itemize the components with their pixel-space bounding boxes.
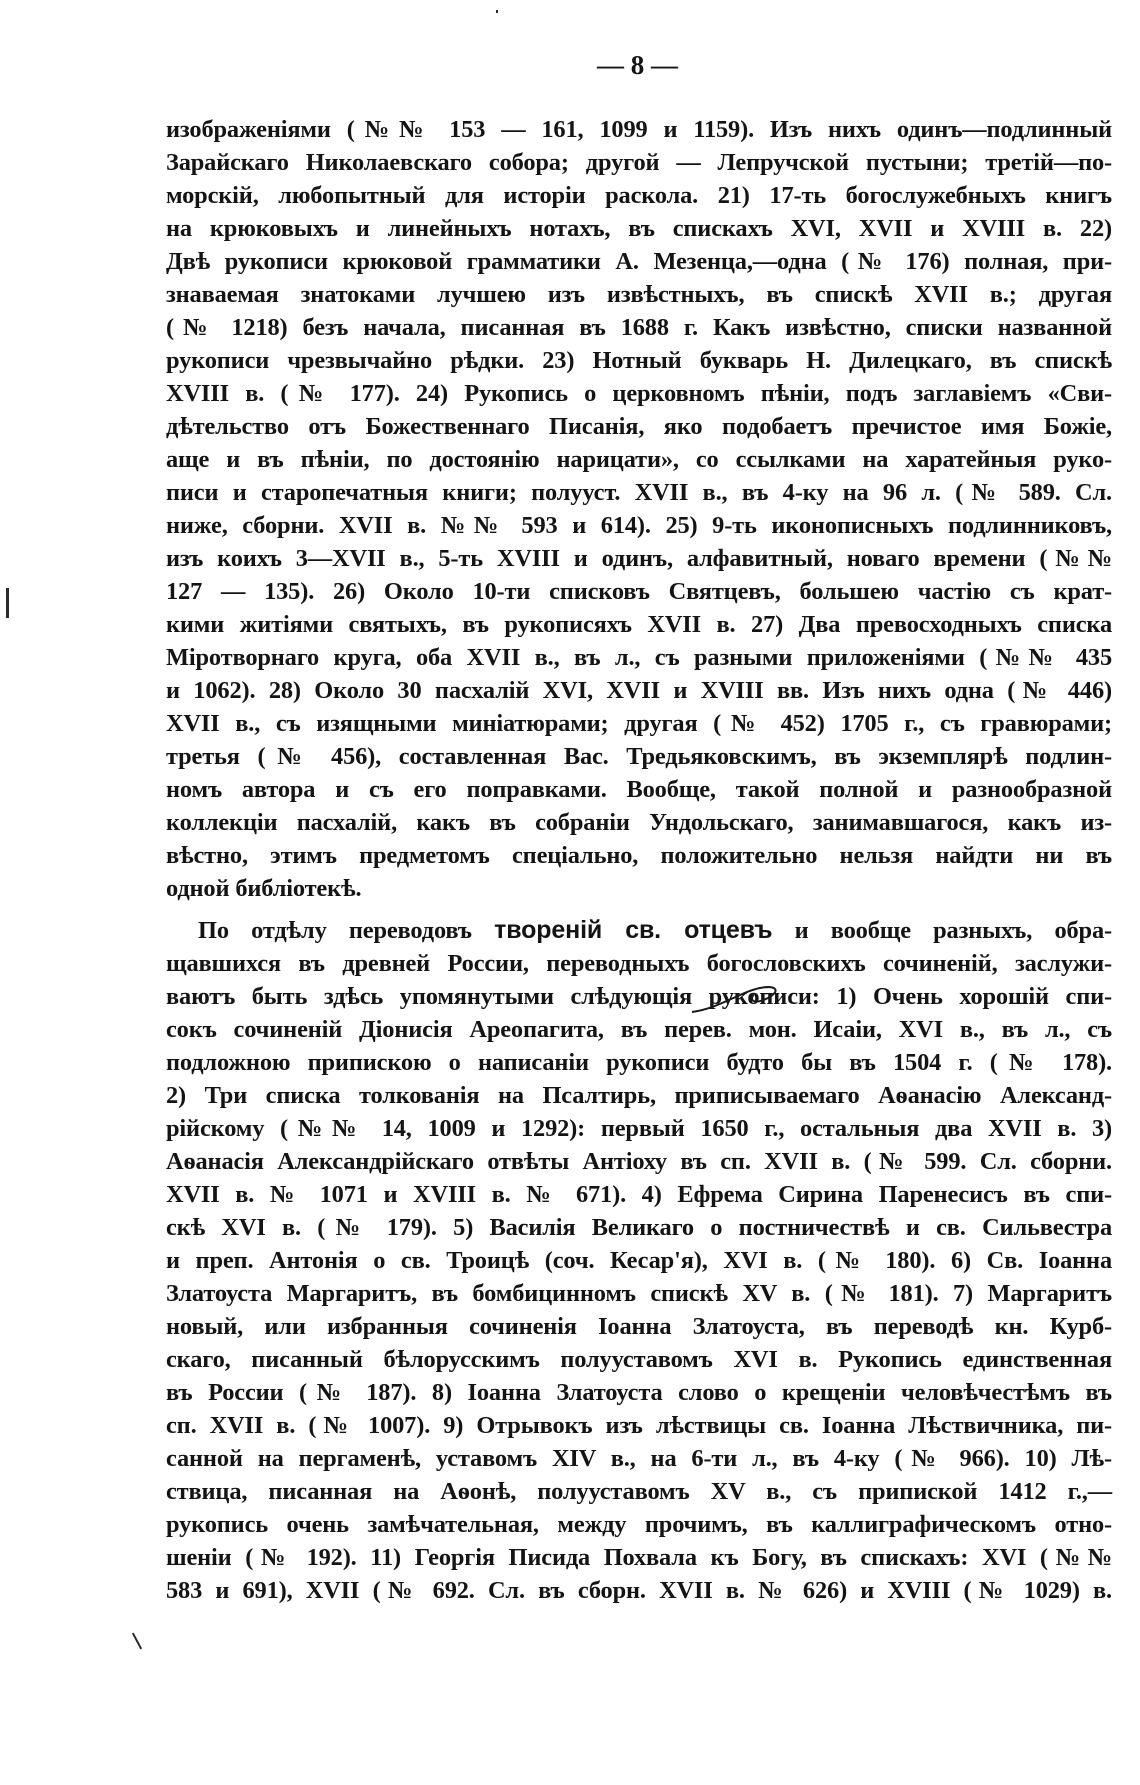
text-line: скаго, писанный бѣлорусскимъ полууставомъ XVI в. Рукопись единственная bbox=[166, 1346, 1112, 1373]
scan-speck bbox=[496, 10, 498, 13]
text-line: изъ коихъ 3—XVII в., 5-ть XVIII и одинъ, алфавитный, новаго времени (№№ bbox=[166, 545, 1112, 572]
text-line: въ России (№ 187). 8) Іоанна Златоуста слово о крещеніи человѣчестѣмъ въ bbox=[166, 1379, 1112, 1406]
text-line: писи и старопечатныя книги; полууст. XVII в., въ 4-ку на 96 л. (№ 589. Сл. bbox=[166, 479, 1112, 506]
line-end: и вообще разныхъ, обра- bbox=[772, 917, 1112, 944]
emphasized-phrase: твореній св. отцевъ bbox=[494, 916, 773, 944]
text-line: морскій, любопытный для исторіи раскола. 21) 17-ть богослужебныхъ книгъ bbox=[166, 182, 1112, 209]
text-line: скѣ XVI в. (№ 179). 5) Василія Великаго о постничествѣ и св. Сильвестра bbox=[166, 1214, 1112, 1241]
text-line: Міротворнаго круга, оба XVII в., въ л., съ разными приложеніями (№№ 435 bbox=[166, 644, 1112, 671]
text-line: третья (№ 456), составленная Вас. Тредьяковскимъ, въ экземплярѣ подлин- bbox=[166, 743, 1112, 770]
text-line: 2) Три списка толкованія на Псалтирь, приписываемаго Аѳанасію Александ- bbox=[166, 1082, 1112, 1109]
paragraph-pasch-collections bbox=[166, 113, 1112, 905]
text-line: дѣтельство отъ Божественнаго Писанія, яко подобаетъ пречистое имя Божіе, bbox=[166, 413, 1112, 440]
text-line: одной библіотекѣ. bbox=[166, 875, 362, 902]
text-line: рійскому (№№ 14, 1009 и 1292): первый 1650 г., остальныя два XVII в. 3) bbox=[166, 1115, 1112, 1142]
text-line: знаваемая знатоками лучшею изъ извѣстныхъ, въ спискѣ XVII в.; другая bbox=[166, 281, 1112, 308]
text-line: вѣстно, этимъ предметомъ спеціально, положительно нельзя найдти ни въ bbox=[166, 842, 1112, 869]
handwritten-pen-stroke bbox=[690, 982, 810, 1016]
text-line: Златоуста Маргаритъ, въ бомбицинномъ спискѣ XV в. (№ 181). 7) Маргаритъ bbox=[166, 1280, 1112, 1307]
text-line: изображеніями (№№ 153 — 161, 1099 и 1159). Изъ нихъ одинъ—подлинный bbox=[166, 116, 1112, 143]
text-line: (№ 1218) безъ начала, писанная въ 1688 г. Какъ извѣстно, списки названной bbox=[166, 314, 1112, 341]
text-line: XVIII в. (№ 177). 24) Рукопись о церковномъ пѣніи, подъ заглавіемъ «Сви- bbox=[166, 380, 1112, 407]
text-line: номъ автора и съ его поправками. Вообще, такой полной и разнообразной bbox=[166, 776, 1112, 803]
paragraph-gap bbox=[166, 905, 1112, 914]
text-line: аще и въ пѣніи, по достоянію нарицати», со ссылками на харатейныя руко- bbox=[166, 446, 1112, 473]
text-line: кими житіями святыхъ, въ рукописяхъ XVII в. 27) Два превосходныхъ списка bbox=[166, 611, 1112, 638]
text-line: коллекціи пасхалій, какъ въ собраніи Ундольскаго, занимавшагося, какъ из- bbox=[166, 809, 1112, 836]
text-line: 127 — 135). 26) Около 10-ти списковъ Святцевъ, большею частію съ крат- bbox=[166, 578, 1112, 605]
text-line: 583 и 691), XVII (№ 692. Сл. въ сборн. XVII в. № 626) и XVIII (№ 1029) в. bbox=[166, 1577, 1112, 1604]
text-line: и преп. Антонія о св. Троицѣ (соч. Кесар'я), XVI в. (№ 180). 6) Св. Іоанна bbox=[166, 1247, 1112, 1274]
text-line-first bbox=[166, 914, 1112, 947]
margin-scan-mark bbox=[132, 1633, 142, 1650]
text-line: сп. XVII в. (№ 1007). 9) Отрывокъ изъ лѣствицы св. Іоанна Лѣствичника, пи- bbox=[166, 1412, 1112, 1439]
text-line: санной на пергаменѣ, уставомъ XIV в., на 6-ти л., въ 4-ку (№ 966). 10) Лѣ- bbox=[166, 1445, 1112, 1472]
text-line: и 1062). 28) Около 30 пасхалій XVI, XVII и XVIII вв. Изъ нихъ одна (№ 446) bbox=[166, 677, 1112, 704]
text-line: XVII в., съ изящными миніатюрами; другая (№ 452) 1705 г., съ гравюрами; bbox=[166, 710, 1112, 737]
text-line: Аѳанасія Александрійскаго отвѣты Антіоху въ сп. XVII в. (№ 599. Сл. сборни. bbox=[166, 1148, 1112, 1175]
text-line: ниже, сборни. XVII в. №№ 593 и 614). 25) 9-ть иконописныхъ подлинниковъ, bbox=[166, 512, 1112, 539]
text-line: рукописи чрезвычайно рѣдки. 23) Нотный букварь Н. Дилецкаго, въ спискѣ bbox=[166, 347, 1112, 374]
text-line: новый, или избранныя сочиненія Іоанна Златоуста, въ переводѣ кн. Курб- bbox=[166, 1313, 1112, 1340]
text-line: XVII в. № 1071 и XVIII в. № 671). 4) Ефрема Сирина Паренесисъ въ спи- bbox=[166, 1181, 1112, 1208]
text-line: шеніи (№ 192). 11) Георгія Писида Похвала къ Богу, въ спискахъ: XVI (№№ bbox=[166, 1544, 1112, 1571]
text-line: на крюковыхъ и линейныхъ нотахъ, въ спискахъ XVI, XVII и XVIII в. 22) bbox=[166, 215, 1112, 242]
paragraph-translations bbox=[166, 914, 1112, 1607]
text-line: Зарайскаго Николаевскаго собора; другой — Лепручской пустыни; третій—по- bbox=[166, 149, 1112, 176]
margin-scan-mark bbox=[6, 588, 9, 618]
text-line: ствица, писанная на Аѳонѣ, полууставомъ XV в., съ припиской 1412 г.,— bbox=[166, 1478, 1112, 1505]
text-line: щавшихся въ древней России, переводныхъ богословскихъ сочиненій, заслужи- bbox=[166, 950, 1112, 977]
text-line: сокъ сочиненій Діонисія Ареопагита, въ перев. мон. Исаіи, XVI в., въ л., съ bbox=[166, 1016, 1112, 1043]
text-line: подложною припискою о написаніи рукописи будто бы въ 1504 г. (№ 178). bbox=[166, 1049, 1112, 1076]
line-start: По отдѣлу переводовъ bbox=[198, 917, 495, 944]
page-number: — 8 — bbox=[597, 50, 678, 80]
text-line: ваютъ быть здѣсь упомянутыми слѣдующія рукописи: 1) Очень хорошій спи- bbox=[166, 983, 1112, 1010]
text-line: Двѣ рукописи крюковой грамматики А. Мезенца,—одна (№ 176) полная, при- bbox=[166, 248, 1112, 275]
text-line: рукопись очень замѣчательная, между прочимъ, въ каллиграфическомъ отно- bbox=[166, 1511, 1112, 1538]
body-text bbox=[166, 113, 1112, 1607]
